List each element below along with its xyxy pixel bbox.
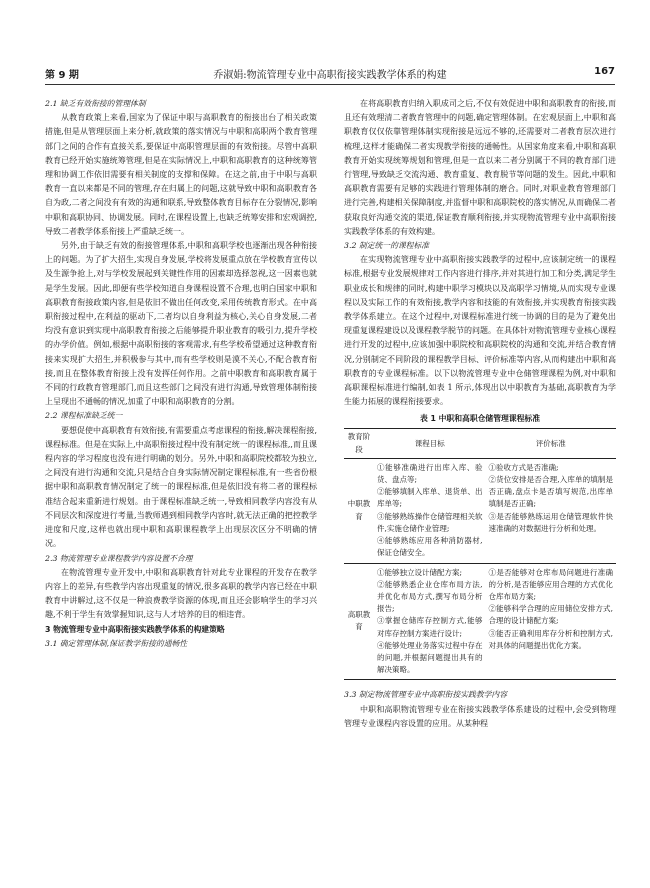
page-number: 167 <box>594 66 615 77</box>
table-cell-item: ①能够准确进行出库入库、验货、盘点等; <box>377 462 483 485</box>
subsection-heading: 2.1 缺乏有效衔接的管理体制 <box>45 99 146 108</box>
subsection-heading: 3.3 制定物流管理专业中高职衔接实践教学内容 <box>344 690 508 700</box>
table-cell-item: ③能够熟练操作仓储管理相关软件,实施仓储作业管理; <box>377 511 483 533</box>
table-cell-level: 中职教育 <box>344 458 374 563</box>
paragraph: 另外,由于缺乏有效的衔接管理体系,中职和高职学校也逐渐出现各种衔接上的问题。为了扩大招生,实现自身发展,学校将发展重点放在学校教育宣传以及生源争抢上,对与学校发展起到关键性作用的因素却选择忽视,这一因素也就是学生发展。因此,即便有些学校知道自身课程设置不合理,也明白国家中职和高职教育衔接政策内容,但是依旧不做出任何改变,采用传统教育形式。在中高职衔接过程中,在利益的驱动下,二者均以自身利益为核心,关心自身发展,二者均没有意识到实现中高职教育衔接之后能够提升职业教育的吸引力,提升学校的办学价值。例如,根据中高职衔接的客观需求,有些学校希望通过这种教育衔接来实现扩大招生,并积极参与其中,而有些学校则是漠不关心,不配合教育衔接,而且在整体教育衔接上没有发挥任何作用。之前中职教育和高职教育属于不同的行政教育管理部门,而且这些部门之间没有进行沟通,导致管理体制衔接上呈现出不通畅的情况,加重了中职和高职教育的分割。 <box>45 241 317 407</box>
table-cell-item: ②货位安排是否合理,入库单的填制是否正确,盘点卡是否填写规范,出库单填制是否正确; <box>488 475 613 509</box>
table-cell-item: ②能够熟悉企业仓库布局方法,并优化布局方式,撰写布局分析报告; <box>377 579 483 614</box>
table-cell-item: ①验收方式是否准确; <box>488 462 559 472</box>
issue-number: 第 9 期 <box>45 70 79 81</box>
paragraph: 在物流管理专业开发中,中职和高职教育针对此专业课程的开发存在教学内容上的差异,有些教学内容出现重复的情况,很多高职的教学内容已经在中职教育中讲解过,这不仅是一种浪费教学资源的体现,而且还会影响学生的学习兴趣,不利于学生有效掌握知识,这与人才培养的目的相违背。 <box>45 567 317 620</box>
paragraph: 要想促使中高职教育有效衔接,有需要重点考虑课程的衔接,解决课程衔接,课程标准。但是在实际上,中高职衔接过程中没有制定统一的课程标准,,而且课程内容的学习程度也没有进行明确的划分。另外,中职和高职院校都较为独立,之间没有进行沟通和交流,只是结合自身实际情况制定课程标准,有一些省份根据中职和高职教育情况制定了统一的课程标准,但是依旧没有将二者的课程标准结合起来重新进行规划。由于课程标准缺乏统一,导致相同教学内容没有从不同层次和深度进行考量,当教师遇到相同教学内容时,就无法正确的把控教学进度和尺度,这样也就出现中职和高职课程教学上出现层次区分不明确的情况。 <box>45 425 317 549</box>
table-cell-item: ③是否能够熟练运用仓储管理软件快速准确的对数据进行分析和处理。 <box>488 511 613 533</box>
running-title: 乔淑娟:物流管理专业中高职衔接实践教学体系的构建 <box>213 70 447 81</box>
paragraph: 中职和高职物流管理专业在衔接实践教学体系建设的过程中,会受到物理管理专业课程内容设置的应用。从某种程 <box>344 704 616 728</box>
table-cell-goals <box>374 458 486 563</box>
table-cell-criteria <box>486 458 616 563</box>
header-criteria: 评价标准 <box>486 429 616 458</box>
subsection-heading: 2.2 课程标准缺乏统一 <box>45 411 123 421</box>
subsection-heading: 3.2 制定统一的课程标准 <box>344 241 430 251</box>
table-row <box>344 563 616 680</box>
table-cell-item: ①能够独立设计储配方案; <box>377 567 463 577</box>
table-cell-level: 高职教育 <box>347 610 371 632</box>
header-goals: 课程目标 <box>374 429 486 458</box>
header-rule <box>45 84 615 85</box>
table-cell-item: ①是否能够对仓库布局问题进行准确的分析,是否能够应用合理的方式优化仓库布局方案; <box>488 567 613 601</box>
paragraph: 在实现物流管理专业中高职衔接实践教学的过程中,应该制定统一的课程标准,根据专业发展规律对工作内容进行排序,并对其进行加工和分类,满足学生职业成长和规律的同时,构建中职学习模块以及高职学习情境,从而实现专业课程以及实际工作的有效衔接,教学内容和技能的有效衔接,并实现教育衔接实践教学体系建立。在这个过程中,对课程标准进行统一协调的目的是为了避免出现重复课程建设以及课程教学脱节的问题。在具体针对物流管理专业核心课程进行开发的过程中,应该加强中职院校和高职院校的沟通和交流,并结合教育情况,分别制定不同阶段的课程教学目标、评价标准等内容,从而构建出中职和高职教育的专业课程标准。以下以物流管理专业中仓储管理课程为例,对中职和高职课程标准进行编制,如表 1 所示,体现出以中职教育为基础,高职教育为学生能力拓展的课程衔接要求。 <box>344 255 616 407</box>
table-cell-item: ②能够科学合理的应用储位安排方式,合理的设计储配方案; <box>488 604 613 626</box>
left-column <box>45 97 317 651</box>
table-cell-item: ③能否正确利用库存分析和控制方式,对具体的问题提出优化方案。 <box>488 628 613 650</box>
paragraph: 从教育政策上来看,国家为了保证中职与高职教育的衔接出台了相关政策措施,但是从管理层面上来分析,就政策的落实情况与中职和高职两个教育管理部门之间的合作有直接关系,要保证中高职管理层面的有效衔接。尽管中高职教育已经开始实施统筹管理,但是在实际情况上,中职和高职教育的这种统筹管理和协调工作依旧需要有相关制度的支撑和保障。在这之前,由于中职与高职教育一直以来都是不同的管理,存在归属上的问题,这就导致中职和高职教育各自为政,二者之间没有有效的沟通和联系,导致整体教育目标存在分裂情况,影响中职和高职协同、协调发展。同时,在课程设置上,也缺乏统筹安排和宏观调控,导致二者教学体系衔接上严重缺乏统一。 <box>45 113 317 236</box>
right-column-bottom <box>344 688 616 731</box>
subsection-heading: 2.3 物流管理专业课程教学内容设置不合理 <box>45 553 193 563</box>
header-level: 教育阶段 <box>344 429 374 458</box>
table-cell-item: ④能够熟练应用各种消防器材,保证仓储安全。 <box>377 536 483 558</box>
table-row <box>344 458 616 563</box>
subsection-heading: 3.1 确定管理体制,保证教学衔接的通畅性 <box>45 638 188 648</box>
section-heading: 3 物流管理专业中高职衔接实践教学体系的构建策略 <box>45 624 225 634</box>
table-cell-item: ④能够处理业务落实过程中存在的问题,并根据问题提出具有的解决策略。 <box>377 640 483 675</box>
table-caption: 表 1 中职和高职仓储管理课程标准 <box>419 414 540 424</box>
table-cell-goals <box>374 563 486 680</box>
running-header <box>45 66 615 82</box>
table-cell-criteria <box>486 563 616 680</box>
table-header-row <box>344 429 616 458</box>
table-cell-item: ②能够填制入库单、退货单、出库单等; <box>377 487 483 509</box>
right-column-top <box>344 97 616 409</box>
table-cell-item: ③掌握仓储库存控制方式,能够对库存控制方案进行设计; <box>377 616 483 638</box>
course-standard-table <box>344 428 616 680</box>
paragraph: 在将高职教育归纳入职成司之后,不仅有效促进中职和高职教育的衔接,而且还有效理清二者教育管理中的问题,确定管理体制。在宏观层面上,中职和高职教育仅仅依靠管理体制实现衔接是远远不够的,还需要对二者教育层次进行梳理,这样才能确保二者实现教学衔接的通畅性。从国家角度来看,中职和高职教育开始实现统筹规划和管理,但是一直以来二者分别属于不同的教育部门进行管理,导致缺乏交流沟通、教育重复、教育脱节等问题的发生。因此,中职和高职教育需要有足够的实践进行管理体制的磨合。同时,对职业教育管理部门进行完善,构建相关保障制度,并监督中职和高职院校的落实情况,从而确保二者获取良好沟通交流的渠道,保证教育顺利衔接,并实现物流管理专业中高职衔接实践教学体系的有效构建。 <box>344 99 616 236</box>
right-column <box>344 97 616 731</box>
